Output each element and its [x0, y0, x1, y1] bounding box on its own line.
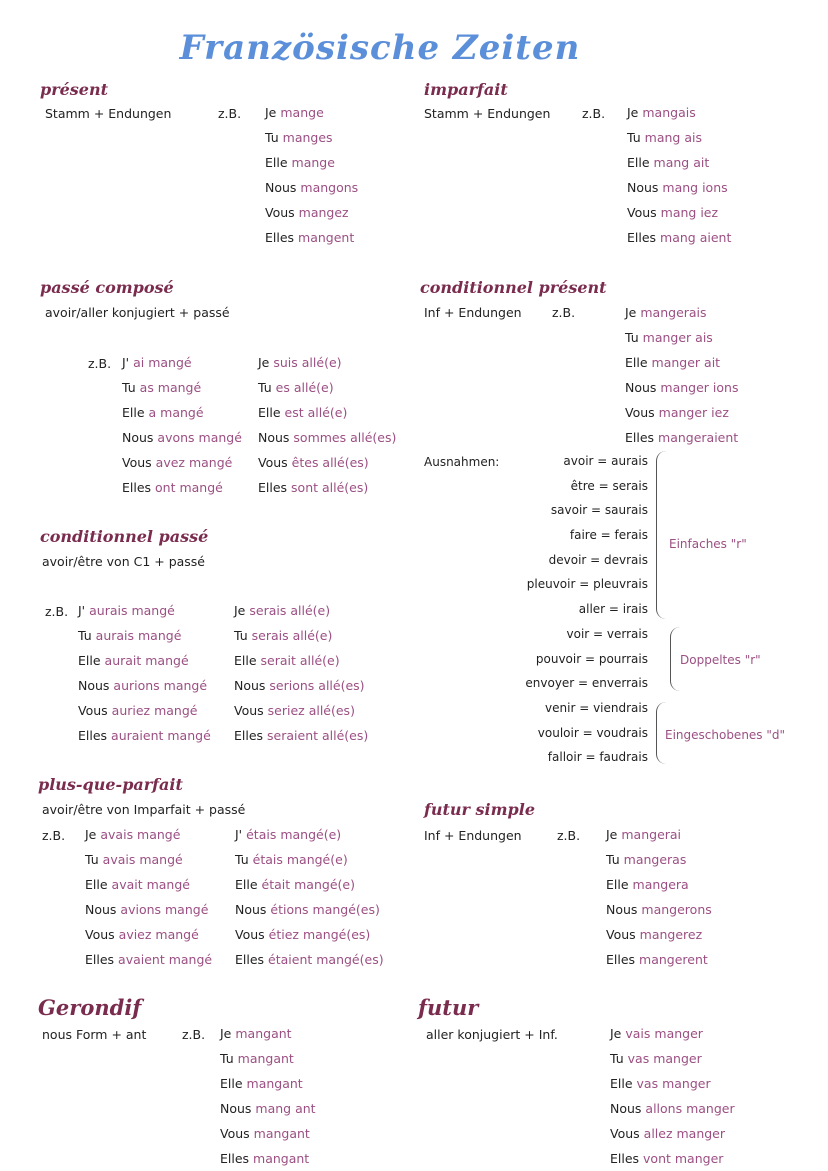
futur-rule: aller konjugiert + Inf. — [426, 1027, 558, 1042]
brace-doppeltes-r — [670, 627, 680, 691]
conjugation-row — [85, 897, 212, 922]
verb-form: manger ions — [660, 380, 739, 395]
pronoun: Elles — [234, 728, 264, 743]
plus-que-parfait-etre-conjugation — [235, 822, 384, 972]
pronoun: Elles — [85, 952, 115, 967]
verb-form: allons manger — [645, 1101, 735, 1116]
pronoun: Vous — [625, 405, 655, 420]
verb-form: mangerais — [640, 305, 707, 320]
conjugation-row — [265, 225, 358, 250]
conjugation-row — [235, 897, 384, 922]
conjugation-row — [627, 150, 731, 175]
passe-compose-avoir-conjugation — [122, 350, 242, 500]
pronoun: Je — [85, 827, 97, 842]
conditionnel-present-zb: z.B. — [552, 305, 576, 320]
exception-item: falloir = faudrais — [547, 750, 648, 765]
verb-form: avions mangé — [120, 902, 209, 917]
pronoun: Tu — [122, 380, 136, 395]
verb-form: mangera — [632, 877, 689, 892]
conjugation-row — [122, 375, 242, 400]
pronoun: Vous — [85, 927, 115, 942]
conditionnel-passe-rule: avoir/être von C1 + passé — [42, 554, 206, 569]
pronoun: Elle — [78, 653, 101, 668]
verb-form: était mangé(e) — [261, 877, 355, 892]
conjugation-row — [610, 1096, 735, 1121]
passe-compose-etre-conjugation — [258, 350, 396, 500]
verb-form: avais mangé — [102, 852, 183, 867]
pronoun: Elles — [220, 1151, 250, 1166]
pronoun: Elles — [235, 952, 265, 967]
conditionnel-passe-zb: z.B. — [45, 604, 69, 619]
imparfait-zb: z.B. — [582, 106, 606, 121]
pronoun: Elles — [610, 1151, 640, 1166]
pronoun: Tu — [235, 852, 249, 867]
futur-simple-rule: Inf + Endungen — [424, 828, 522, 843]
plus-que-parfait-rule: avoir/être von Imparfait + passé — [42, 802, 246, 817]
section-heading-gerondif: Gerondif — [38, 995, 142, 1020]
pronoun: Vous — [610, 1126, 640, 1141]
conjugation-row — [235, 822, 384, 847]
conjugation-row — [625, 325, 738, 350]
pronoun: Nous — [235, 902, 267, 917]
pronoun: Vous — [122, 455, 152, 470]
exception-item: voir = verrais — [566, 626, 648, 641]
verb-form: mangerent — [639, 952, 708, 967]
conjugation-row — [610, 1146, 735, 1171]
plus-que-parfait-avoir-conjugation — [85, 822, 212, 972]
verb-form: vont manger — [643, 1151, 724, 1166]
exceptions-label: Ausnahmen: — [424, 455, 500, 469]
present-conjugation — [265, 100, 358, 250]
conjugation-row — [234, 623, 368, 648]
exception-item: devoir = devrais — [548, 552, 648, 567]
section-heading-conditionnel-passe: conditionnel passé — [40, 527, 209, 546]
section-heading-imparfait: imparfait — [424, 80, 508, 99]
pronoun: Tu — [610, 1051, 624, 1066]
verb-form: étais mangé(e) — [246, 827, 342, 842]
pronoun: Nous — [265, 180, 297, 195]
conjugation-row — [234, 723, 368, 748]
conditionnel-present-conjugation — [625, 300, 738, 450]
verb-form: étions mangé(es) — [270, 902, 380, 917]
exception-item: être = serais — [570, 478, 648, 493]
pronoun: Nous — [258, 430, 290, 445]
conjugation-row — [220, 1146, 316, 1171]
conjugation-row — [627, 100, 731, 125]
pronoun: Elle — [122, 405, 145, 420]
conjugation-row — [234, 598, 368, 623]
pronoun: Nous — [625, 380, 657, 395]
pronoun: Tu — [220, 1051, 234, 1066]
verb-form: manges — [282, 130, 333, 145]
verb-form: as mangé — [139, 380, 202, 395]
conjugation-row — [625, 375, 738, 400]
verb-form: mangerons — [641, 902, 712, 917]
conjugation-row — [606, 847, 712, 872]
exception-item: pleuvoir = pleuvrais — [526, 577, 648, 592]
conjugation-row — [610, 1121, 735, 1146]
conditionnel-passe-avoir-conjugation — [78, 598, 211, 748]
verb-form: aurais mangé — [95, 628, 182, 643]
pronoun: Elles — [265, 230, 295, 245]
conjugation-row — [627, 125, 731, 150]
conjugation-row — [610, 1046, 735, 1071]
verb-form: ai mangé — [133, 355, 192, 370]
verb-form: mang ant — [255, 1101, 316, 1116]
verb-form: étais mangé(e) — [252, 852, 348, 867]
conjugation-row — [78, 673, 211, 698]
verb-form: manger iez — [658, 405, 729, 420]
page-title: Französische Zeiten — [179, 28, 581, 68]
verb-form: êtes allé(es) — [291, 455, 369, 470]
verb-form: vais manger — [625, 1026, 703, 1041]
verb-form: mangent — [298, 230, 355, 245]
passe-compose-zb: z.B. — [88, 356, 112, 371]
pronoun: Elles — [78, 728, 108, 743]
verb-form: avons mangé — [157, 430, 242, 445]
verb-form: mange — [291, 155, 335, 170]
pronoun: Tu — [78, 628, 92, 643]
verb-form: mangerai — [621, 827, 682, 842]
conjugation-row — [265, 175, 358, 200]
conjugation-row — [122, 450, 242, 475]
verb-form: a mangé — [148, 405, 204, 420]
exception-item: avoir = aurais — [563, 454, 648, 468]
pronoun: Tu — [265, 130, 279, 145]
verb-form: aurais mangé — [89, 603, 175, 618]
verb-form: avaient mangé — [118, 952, 213, 967]
conjugation-row — [78, 598, 211, 623]
verb-form: serait allé(e) — [260, 653, 340, 668]
verb-form: avez mangé — [155, 455, 233, 470]
verb-form: est allé(e) — [284, 405, 348, 420]
pronoun: Nous — [220, 1101, 252, 1116]
conjugation-row — [610, 1071, 735, 1096]
verb-form: aurions mangé — [113, 678, 208, 693]
pronoun: Elle — [606, 877, 629, 892]
pronoun: J' — [122, 355, 130, 370]
section-heading-futur: futur — [418, 995, 479, 1020]
pronoun: Je — [258, 355, 270, 370]
verb-form: suis allé(e) — [273, 355, 342, 370]
pronoun: Tu — [625, 330, 639, 345]
pronoun: Elles — [627, 230, 657, 245]
conjugation-row — [627, 200, 731, 225]
pronoun: Elles — [122, 480, 152, 495]
exception-item: aller = irais — [578, 602, 648, 617]
verb-form: mangez — [298, 205, 349, 220]
verb-form: étaient mangé(es) — [268, 952, 384, 967]
pronoun: Je — [606, 827, 618, 842]
verb-form: seraient allé(es) — [267, 728, 369, 743]
verb-form: auraient mangé — [111, 728, 211, 743]
verb-form: serais allé(e) — [249, 603, 331, 618]
plus-que-parfait-zb: z.B. — [42, 828, 66, 843]
conjugation-row — [122, 350, 242, 375]
pronoun: Elle — [85, 877, 108, 892]
verb-form: mangeraient — [658, 430, 739, 445]
pronoun: Je — [234, 603, 246, 618]
pronoun: Vous — [234, 703, 264, 718]
pronoun: Tu — [234, 628, 248, 643]
exception-item: pouvoir = pourrais — [535, 651, 648, 666]
pronoun: Elles — [625, 430, 655, 445]
pronoun: Nous — [234, 678, 266, 693]
gerondif-zb: z.B. — [182, 1027, 206, 1042]
conjugation-row — [234, 698, 368, 723]
pronoun: Nous — [606, 902, 638, 917]
conjugation-row — [258, 400, 396, 425]
verb-form: auriez mangé — [111, 703, 198, 718]
conditionnel-present-rule: Inf + Endungen — [424, 305, 522, 320]
verb-form: seriez allé(es) — [267, 703, 355, 718]
conjugation-row — [606, 872, 712, 897]
pronoun: Vous — [258, 455, 288, 470]
conjugation-row — [606, 897, 712, 922]
verb-form: avais mangé — [100, 827, 181, 842]
pronoun: Elle — [265, 155, 288, 170]
section-heading-passe-compose: passé composé — [40, 278, 174, 297]
conjugation-row — [258, 475, 396, 500]
conjugation-row — [625, 350, 738, 375]
section-heading-plus-que-parfait: plus-que-parfait — [38, 775, 183, 794]
gerondif-rule: nous Form + ant — [42, 1027, 147, 1042]
pronoun: Vous — [235, 927, 265, 942]
conjugation-row — [78, 623, 211, 648]
verb-form: sont allé(es) — [291, 480, 369, 495]
pronoun: Vous — [606, 927, 636, 942]
note-einfaches-r: Einfaches "r" — [669, 537, 747, 551]
verb-form: mangerez — [639, 927, 703, 942]
verb-form: mangant — [246, 1076, 303, 1091]
conjugation-row — [235, 947, 384, 972]
pronoun: Elles — [258, 480, 288, 495]
conjugation-row — [235, 872, 384, 897]
conjugation-row — [78, 723, 211, 748]
pronoun: Nous — [78, 678, 110, 693]
verb-form: mangant — [253, 1151, 310, 1166]
verb-form: aviez mangé — [118, 927, 199, 942]
conjugation-row — [610, 1021, 735, 1046]
conjugation-row — [234, 673, 368, 698]
gerondif-conjugation — [220, 1021, 316, 1171]
conjugation-row — [85, 947, 212, 972]
conjugation-row — [606, 822, 712, 847]
section-heading-present: présent — [40, 80, 109, 99]
conjugation-row — [220, 1046, 316, 1071]
verb-form: manger ais — [642, 330, 713, 345]
pronoun: Tu — [85, 852, 99, 867]
pronoun: J' — [78, 603, 86, 618]
present-zb: z.B. — [218, 106, 242, 121]
conjugation-row — [122, 475, 242, 500]
verb-form: allez manger — [643, 1126, 726, 1141]
pronoun: Je — [265, 105, 277, 120]
conjugation-row — [122, 425, 242, 450]
conjugation-row — [220, 1096, 316, 1121]
conjugation-row — [220, 1021, 316, 1046]
conjugation-row — [627, 175, 731, 200]
conjugation-row — [606, 922, 712, 947]
conjugation-row — [625, 425, 738, 450]
pronoun: Elle — [258, 405, 281, 420]
pronoun: Vous — [627, 205, 657, 220]
futur-simple-conjugation — [606, 822, 712, 972]
present-rule: Stamm + Endungen — [45, 106, 172, 121]
verb-form: ont mangé — [155, 480, 223, 495]
pronoun: Nous — [627, 180, 659, 195]
brace-einfaches-r — [656, 451, 667, 619]
verb-form: mange — [280, 105, 324, 120]
pronoun: Elle — [235, 877, 258, 892]
futur-conjugation — [610, 1021, 735, 1171]
conjugation-row — [258, 350, 396, 375]
pronoun: Je — [610, 1026, 622, 1041]
verb-form: mang ait — [653, 155, 710, 170]
verb-form: aurait mangé — [104, 653, 189, 668]
pronoun: Tu — [606, 852, 620, 867]
conjugation-row — [234, 648, 368, 673]
conjugation-row — [78, 698, 211, 723]
passe-compose-rule: avoir/aller konjugiert + passé — [45, 305, 230, 320]
pronoun: Nous — [122, 430, 154, 445]
conjugation-row — [258, 425, 396, 450]
verb-form: manger ait — [651, 355, 721, 370]
conjugation-row — [235, 922, 384, 947]
pronoun: Elles — [606, 952, 636, 967]
verb-form: sommes allé(es) — [293, 430, 397, 445]
conjugation-row — [258, 375, 396, 400]
conjugation-row — [265, 100, 358, 125]
verb-form: mang ions — [662, 180, 728, 195]
pronoun: Elle — [234, 653, 257, 668]
pronoun: Je — [220, 1026, 232, 1041]
pronoun: Elle — [625, 355, 648, 370]
conjugation-row — [78, 648, 211, 673]
verb-form: avait mangé — [111, 877, 190, 892]
pronoun: Elle — [220, 1076, 243, 1091]
futur-simple-zb: z.B. — [557, 828, 581, 843]
conjugation-row — [85, 847, 212, 872]
conjugation-row — [627, 225, 731, 250]
section-heading-conditionnel-present: conditionnel présent — [420, 278, 607, 297]
pronoun: Je — [625, 305, 637, 320]
pronoun: J' — [235, 827, 243, 842]
verb-form: mangeras — [623, 852, 687, 867]
conjugation-row — [85, 872, 212, 897]
verb-form: mangant — [235, 1026, 292, 1041]
verb-form: vas manger — [636, 1076, 711, 1091]
conjugation-row — [625, 300, 738, 325]
pronoun: Nous — [610, 1101, 642, 1116]
verb-form: mang aient — [660, 230, 732, 245]
verb-form: mangons — [300, 180, 359, 195]
exception-item: venir = viendrais — [545, 700, 648, 715]
verb-form: es allé(e) — [275, 380, 334, 395]
verb-form: mang iez — [660, 205, 719, 220]
verb-form: étiez mangé(es) — [268, 927, 371, 942]
conjugation-row — [220, 1071, 316, 1096]
pronoun: Elle — [610, 1076, 633, 1091]
exception-item: vouloir = voudrais — [537, 725, 648, 740]
verb-form: mang ais — [644, 130, 702, 145]
conjugation-row — [85, 822, 212, 847]
verb-form: mangais — [642, 105, 696, 120]
conditionnel-passe-etre-conjugation — [234, 598, 368, 748]
section-heading-futur-simple: futur simple — [424, 800, 535, 819]
conjugation-row — [122, 400, 242, 425]
note-doppeltes-r: Doppeltes "r" — [680, 653, 761, 667]
verb-form: mangant — [253, 1126, 310, 1141]
conjugation-row — [265, 200, 358, 225]
conjugation-row — [265, 150, 358, 175]
conjugation-row — [235, 847, 384, 872]
pronoun: Nous — [85, 902, 117, 917]
exception-item: savoir = saurais — [550, 503, 648, 518]
conjugation-row — [265, 125, 358, 150]
verb-form: serions allé(es) — [269, 678, 365, 693]
exception-item: envoyer = enverrais — [525, 676, 648, 691]
imparfait-conjugation — [627, 100, 731, 250]
pronoun: Je — [627, 105, 639, 120]
pronoun: Tu — [258, 380, 272, 395]
pronoun: Vous — [265, 205, 295, 220]
pronoun: Tu — [627, 130, 641, 145]
conjugation-row — [625, 400, 738, 425]
pronoun: Vous — [220, 1126, 250, 1141]
conjugation-row — [606, 947, 712, 972]
pronoun: Elle — [627, 155, 650, 170]
conjugation-row — [258, 450, 396, 475]
conjugation-row — [85, 922, 212, 947]
verb-form: serais allé(e) — [251, 628, 333, 643]
note-eingeschobenes-d: Eingeschobenes "d" — [665, 728, 786, 742]
imparfait-rule: Stamm + Endungen — [424, 106, 551, 121]
exceptions-list — [480, 449, 648, 770]
verb-form: vas manger — [627, 1051, 702, 1066]
exception-item: faire = ferais — [569, 528, 648, 543]
verb-form: mangant — [237, 1051, 294, 1066]
conjugation-row — [220, 1121, 316, 1146]
pronoun: Vous — [78, 703, 108, 718]
